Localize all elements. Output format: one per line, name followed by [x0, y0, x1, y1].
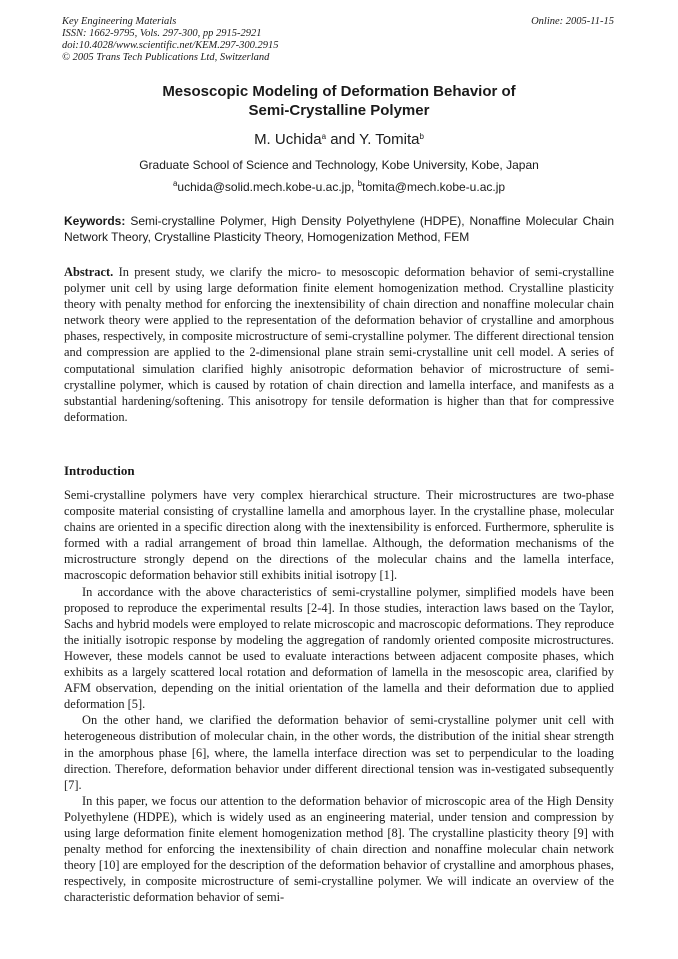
affiliation: Graduate School of Science and Technology, Kobe University, Kobe, Japan — [139, 158, 539, 172]
paper-title — [0, 82, 678, 120]
intro-paragraph-3: On the other hand, we clarified the deformation behavior of semi-crystalline polymer unit cell with heterogeneous distribution of molecular chain, in the other words, the distribution of the initial shear strength in the amorphous phase [6], where, the lamella interface direction was set to perpendicular to the loading direction. Therefore, deformation behavior under different directional tension was in-vestigated subsequently [7]. — [64, 713, 614, 792]
keywords-text: Semi-crystalline Polymer, High Density Polyethylene (HDPE), Nonaffine Molecular Chain Network Theory, Crystalline Plasticity Theory, Homogenization Method, FEM — [64, 214, 614, 244]
journal-name: Key Engineering Materials — [62, 16, 177, 27]
author-2-affiliation-mark: b — [419, 132, 424, 141]
intro-paragraph-2: In accordance with the above characteristics of semi-crystalline polymer, simplified models have been proposed to reproduce the experimental results [2-4]. In those studies, interaction laws based on the Taylor, Sachs and hybrid models were employed to relate microscopic and macroscopic deformations. They reproduce the initially isotropic response by modeling the aggregation of randomly oriented composite microstructures. However, these models cannot be used to evaluate interactions between adjacent composite phases, which exhibits as a largely scattered local rotation and deformation of lamella in the mesoscopic area, clarified by AFM observation, depending on the initial orientation of the lamella and their deformation due to applied deformation [5]. — [64, 584, 614, 712]
journal-header — [62, 16, 279, 64]
abstract-label: Abstract. — [64, 265, 114, 279]
online-date: Online: 2005-11-15 — [531, 16, 614, 27]
author-list — [0, 131, 678, 149]
author-1-affiliation-mark: a — [321, 132, 327, 141]
email-b: tomita@mech.kobe-u.ac.jp — [362, 180, 506, 194]
doi-line: doi:10.4028/www.scientific.net/KEM.297-300.2915 — [62, 40, 279, 51]
author-2: Y. Tomita — [359, 131, 420, 148]
introduction-body — [64, 487, 614, 905]
abstract-section — [64, 264, 614, 425]
keywords-label: Keywords: — [64, 214, 126, 228]
author-1: M. Uchida — [254, 131, 322, 148]
intro-paragraph-4: In this paper, we focus our attention to the deformation behavior of microscopic area of the High Density Polyethylene (HDPE), which is widely used as an engineering material, under tension and compression by using large deformation finite element homogenization method [8]. The crystalline plasticity theory [9] with penalty method for enforcing the inextensibility of chain direction and nonaffine molecular chain network theory [10] are employed for the description of the deformation behavior of crystalline and amorphous phases, respectively, in composite microstructure of semi-crystalline polymer. We will indicate an overview of the characteristic deformation behavior of semi- — [64, 793, 614, 905]
email-a: uchida@solid.mech.kobe-u.ac.jp, — [177, 180, 358, 194]
abstract-text: In present study, we clarify the micro- to mesoscopic deformation behavior of semi-crystalline polymer unit cell by using large deformation finite element homogenization method. Crystalline plasticity theory with penalty method for enforcing the inextensibility of chain direction and nonaffine molecular chain network theory were applied to the representation of the deformation behavior of crystalline and amorphous phases, respectively, in composite microstructure of semi-crystalline polymer. The different directional tension and compression are applied to the 2-dimensional plane strain semi-crystalline unit cell model. A series of computational simulation clarified highly anisotropic deformation behavior of microstructure of semi-crystalline polymer, which is caused by rotation of chain direction and lamella interface, and manifests as a substantial hardening/softening. This anisotropy for tensile deformation is higher than that for compressive deformation. — [64, 265, 614, 424]
introduction-heading: Introduction — [64, 463, 135, 478]
email-a-mark: a — [172, 179, 178, 188]
author-conjunction: and — [326, 131, 360, 148]
keywords-section — [64, 213, 614, 245]
issn-line: ISSN: 1662-9795, Vols. 297-300, pp 2915-2921 — [62, 28, 262, 39]
copyright-line: © 2005 Trans Tech Publications Ltd, Switzerland — [62, 52, 270, 63]
author-emails — [0, 180, 678, 195]
title-line-1: Mesoscopic Modeling of Deformation Behavior of — [162, 83, 516, 100]
email-b-mark: b — [357, 179, 363, 188]
intro-paragraph-1: Semi-crystalline polymers have very complex hierarchical structure. Their microstructures are two-phase composite material consisting of crystalline lamella and amorphous layer. In the crystalline phase, molecular chains are oriented in a specific direction along with the inextensibility is enforced. Furthermore, spherulite is formed with a radial arrangement of broad thin lamellae. Although, the deformation mechanisms of the microstructure strongly depend on the directions of the molecular chains and the lamella interface, macroscopic deformation behavior still exhibits initial isotropy [1]. — [64, 488, 614, 583]
title-line-2: Semi-Crystalline Polymer — [248, 102, 430, 119]
